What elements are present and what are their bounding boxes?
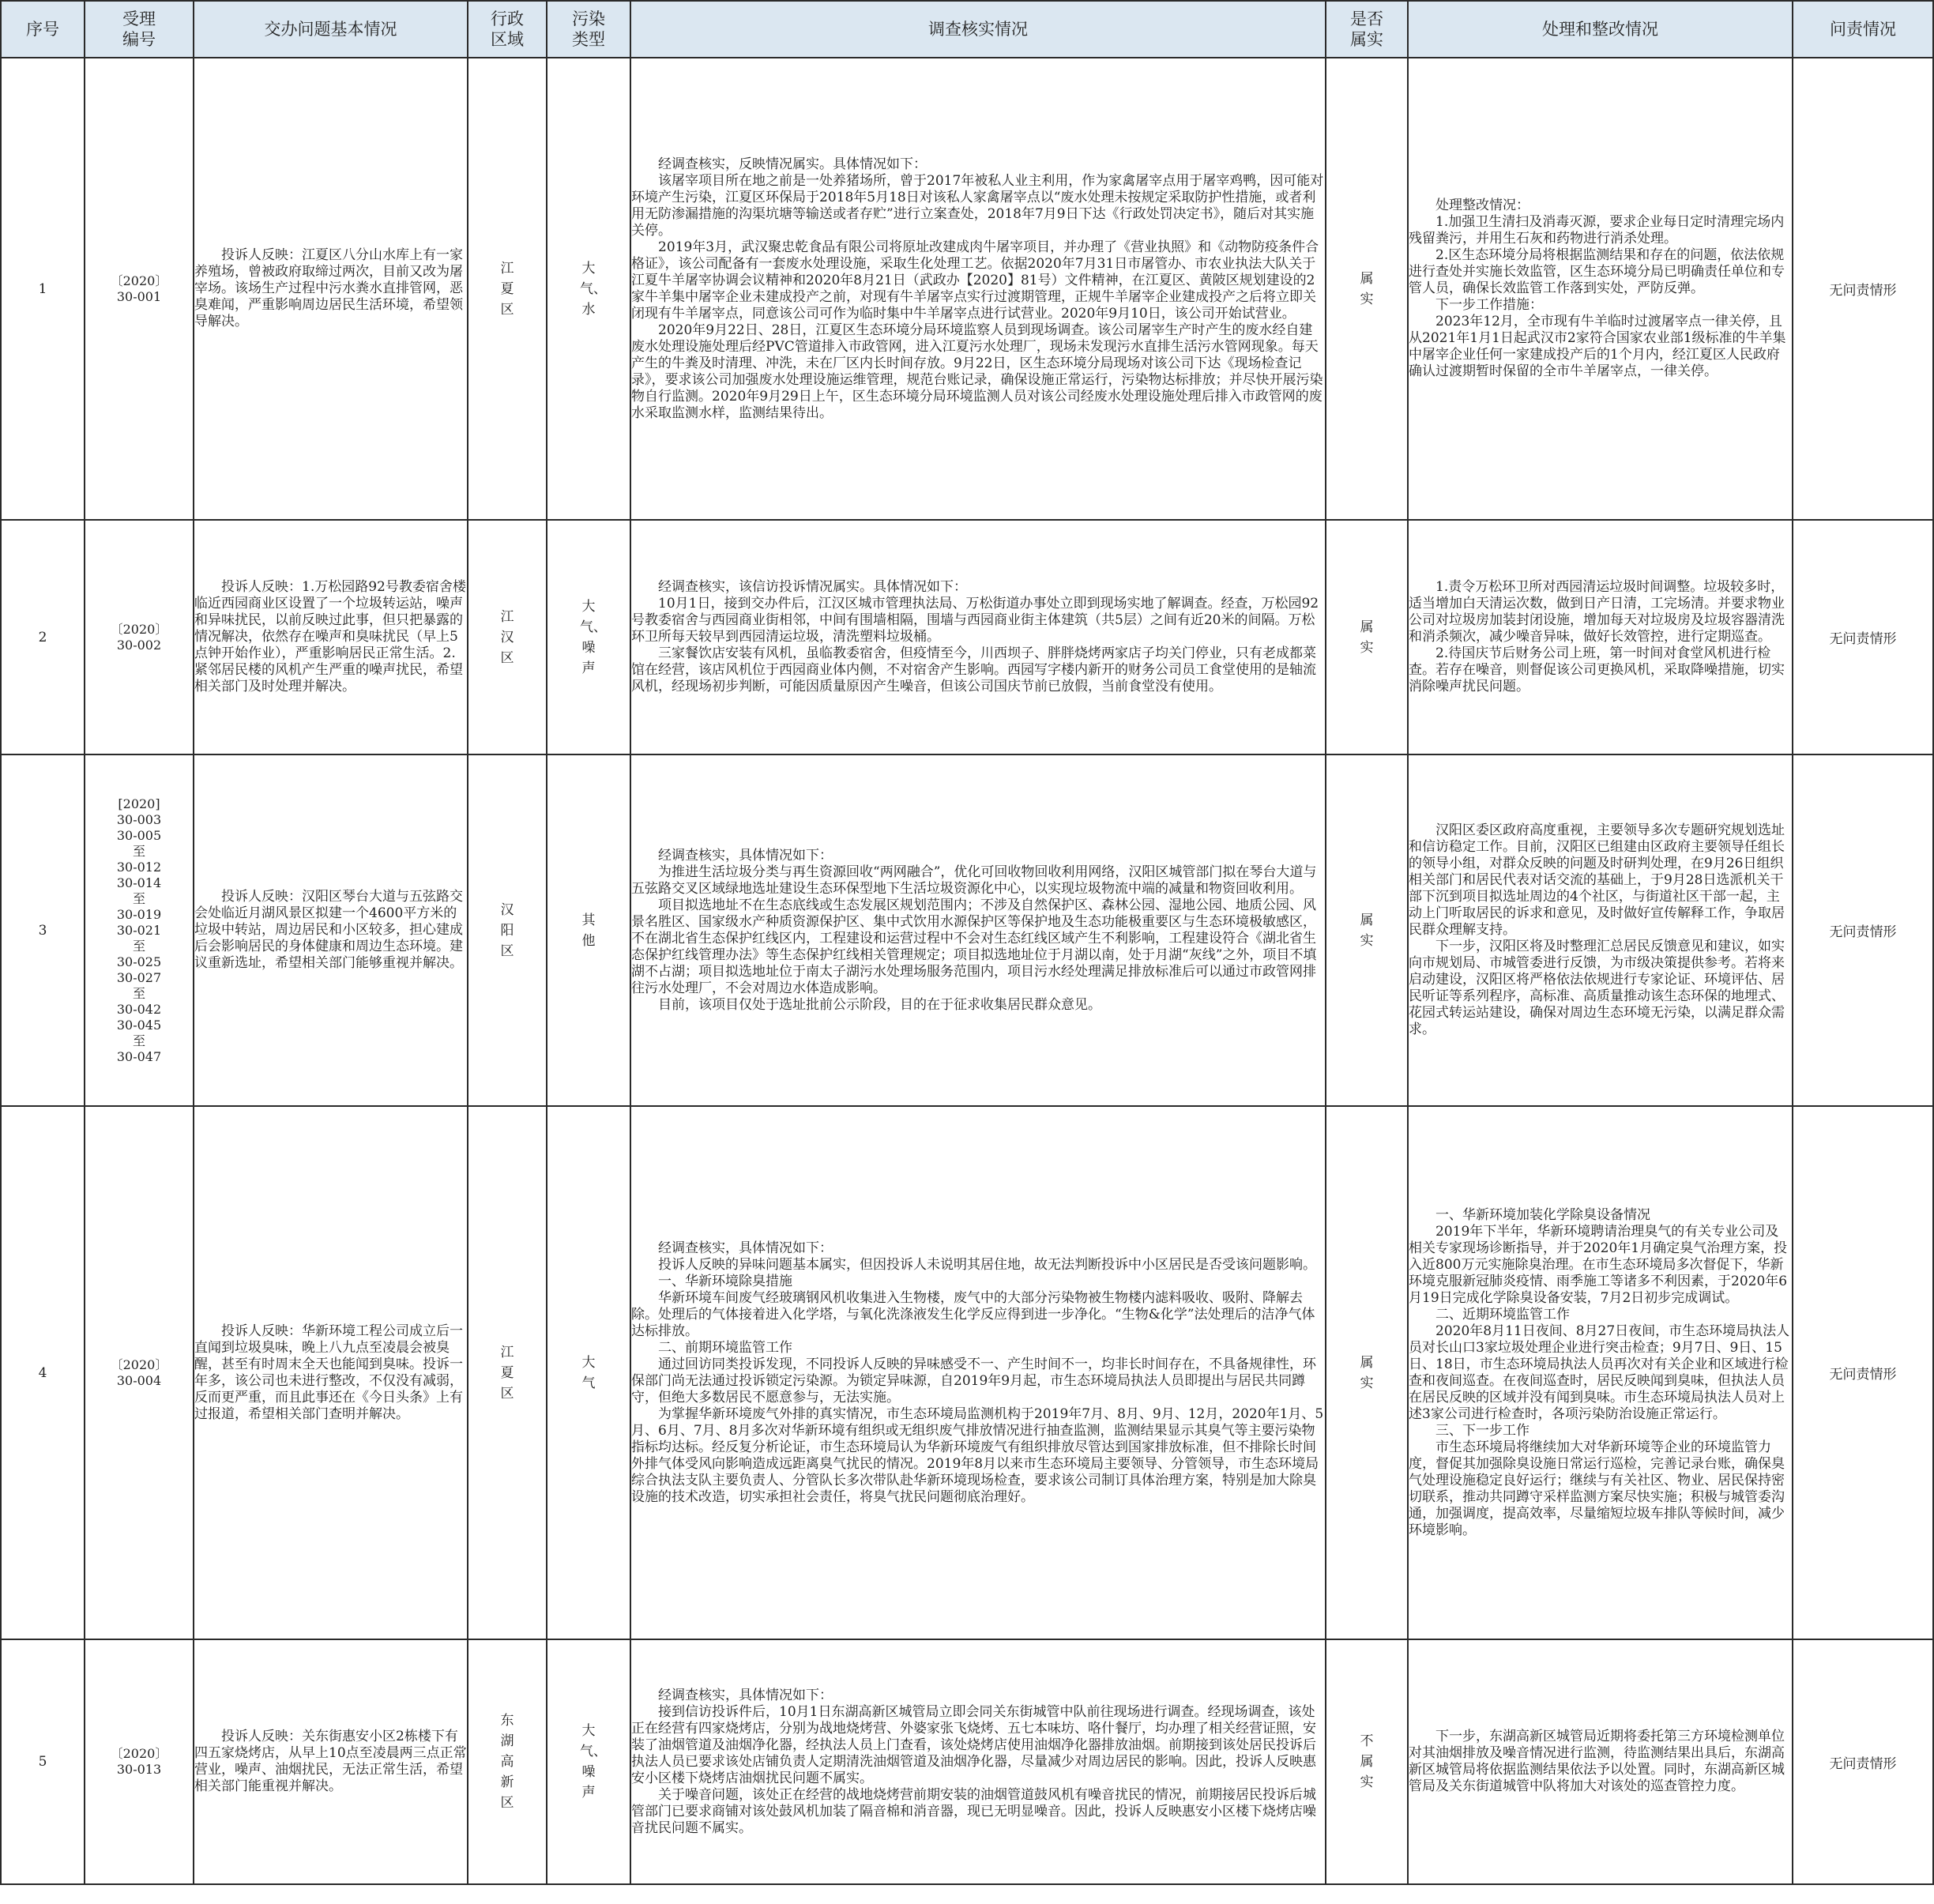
cell-problem: 投诉人反映：关东街惠安小区2栋楼下有四五家烧烤店，从早上10点至凌晨两三点正常营业，噪声、油烟扰民，无法正常生活，希望相关部门能重视并解决。: [194, 1639, 468, 1884]
cell-accountability: 无问责情形: [1793, 754, 1933, 1106]
cell-verified: 不属实: [1360, 1733, 1374, 1790]
cell-district: 江汉区: [500, 608, 514, 666]
header-district: 行政 区域: [468, 1, 547, 58]
cell-pollution-type: 大气、噪声: [580, 598, 607, 676]
cell-acceptance-no: 〔2020〕 30-004: [85, 1106, 194, 1639]
cell-acceptance-no: [2020] 30-003 30-005 至 30-012 30-014 至 30-019 30-021 至 30-025 30-027 至 30-042 30-045 至 30-047: [85, 754, 194, 1106]
cell-handling: 汉阳区委区政府高度重视，主要领导多次专题研究规划选址和信访稳定工作。目前，汉阳区已组建由区政府主要领导任组长的领导小组，对群众反映的问题及时研判处理，在9月26日组织相关部门和居民代表对话交流的基础上，于9月28日选派机关干部下沉到项目拟选址周边的4个社区，与街道社区干部一起，主动上门听取居民的诉求和意见，及时做好宣传解释工作，争取居民群众理解支持。 下一步，汉阳区将及时整理汇总居民反馈意见和建议，如实向市规划局、市城管委进行反馈，为市级决策提供参考。若将来启动建设，汉阳区将严格依法依规进行专家论证、环境评估、居民听证等系列程序，高标准、高质量推动该生态环保的地埋式、花园式转运站建设，确保对周边生态环境无污染，以满足群众需求。: [1408, 754, 1793, 1106]
cell-investigation: 经调查核实，具体情况如下： 接到信访投诉件后，10月1日东湖高新区城管局立即会同关东街城管中队前往现场进行调查。经现场调查，该处正在经营有四家烧烤店，分别为战地烧烤营、外婆家张飞烧烤、五七本味坊、咯什餐厅，均办理了相关经营证照，安装了油烟管道及油烟净化器，经执法人员上门查看，该处烧烤店使用油烟净化器排放油烟。前期接到该处居民投诉后执法人员已要求该处店铺负责人定期清洗油烟管道及油烟净化器，尽量减少对周边居民的影响。因此，投诉人反映惠安小区楼下烧烤店油烟扰民问题不属实。 关于噪音问题，该处正在经营的战地烧烤营前期安装的油烟管道鼓风机有噪音扰民的情况，前期接居民投诉后城管部门已要求商铺对该处鼓风机加装了隔音棉和消音器，现已无明显噪音。因此，投诉人反映惠安小区楼下烧烤店噪音扰民问题不属实。: [630, 1639, 1326, 1884]
cell-verified: 属实: [1360, 619, 1374, 656]
cell-district: 东湖高新区: [500, 1713, 514, 1811]
header-pollution-type: 污染 类型: [547, 1, 630, 58]
cell-pollution-type: 大气: [581, 1354, 596, 1391]
cell-seq: 5: [1, 1639, 85, 1884]
cell-district: 汉阳区: [500, 901, 514, 959]
header-investigation: 调查核实情况: [630, 1, 1326, 58]
cell-seq: 3: [1, 754, 85, 1106]
header-row: [1, 1, 1933, 58]
cell-seq: 1: [1, 58, 85, 520]
cell-accountability: 无问责情形: [1793, 1639, 1933, 1884]
table-row: [1, 58, 1933, 520]
header-verified: 是否 属实: [1326, 1, 1408, 58]
cell-accountability: 无问责情形: [1793, 1106, 1933, 1639]
table-row: [1, 1106, 1933, 1639]
cell-investigation: 经调查核实，反映情况属实。具体情况如下： 该屠宰项目所在地之前是一处养猪场所，曾于2017年被私人业主利用，作为家禽屠宰点用于屠宰鸡鸭，因可能对环境产生污染，江夏区环保局于2018年5月18日对该私人家禽屠宰点以“废水处理未按规定采取防护性措施，或者利用无防渗漏措施的沟渠坑塘等输送或者存贮”进行立案查处，2018年7月9日下达《行政处罚决定书》，随后对其实施关停。 2019年3月，武汉聚忠乾食品有限公司将原址改建成肉牛屠宰项目，并办理了《营业执照》和《动物防疫条件合格证》，该公司配备有一套废水处理设施，采取生化处理工艺。依据2020年7月31日市屠管办、市农业执法大队关于江夏牛羊屠宰协调会议精神和2020年8月21日（武政办【2020】81号）文件精神，在江夏区、黄陂区规划建设的2家牛羊集中屠宰企业未建成投产之前，对现有牛羊屠宰点实行过渡期管理，正规牛羊屠宰企业建成投产之后将立即关闭现有牛羊屠宰点，同意该公司可作为临时集中牛羊屠宰点进行试营业。2020年9月10日，该公司开始试营业。 2020年9月22日、28日，江夏区生态环境分局环境监察人员到现场调查。该公司屠宰生产时产生的废水经自建废水处理设施处理后经PVC管道排入市政管网，进入江夏污水处理厂，现场未发现污水直排生活污水管网现象。每天产生的牛粪及时清理、冲洗，未在厂区内长时间存放。9月22日，区生态环境分局现场对该公司下达《现场检查记录》，要求该公司加强废水处理设施运维管理，规范台账记录，确保设施正常运行，污染物达标排放；并尽快开展污染物自行监测。2020年9月29日上午，区生态环境分局环境监测人员对该公司经废水处理设施处理后排入市政管网的废水采取监测水样，监测结果待出。: [630, 58, 1326, 520]
header-problem: 交办问题基本情况: [194, 1, 468, 58]
cell-accountability: 无问责情形: [1793, 520, 1933, 754]
cell-accountability: 无问责情形: [1793, 58, 1933, 520]
cell-handling: 处理整改情况： 1.加强卫生清扫及消毒灭源，要求企业每日定时清理完场内残留粪污，并用生石灰和药物进行消杀处理。 2.区生态环境分局将根据监测结果和存在的问题，依法依规进行查处并实施长效监管，区生态环境分局已明确责任单位和专管人员，确保长效监管工作落到实处，严防反弹。 下一步工作措施： 2023年12月，全市现有牛羊临时过渡屠宰点一律关停，且从2021年1月1日起武汉市2家符合国家农业部1级标准的牛羊集中屠宰企业任何一家建成投产后的1个月内，经江夏区人民政府确认过渡期暂时保留的全市牛羊屠宰点，一律关停。: [1408, 58, 1793, 520]
cell-pollution-type: 大气、噪声: [580, 1723, 607, 1801]
table-row: [1, 754, 1933, 1106]
cell-problem: 投诉人反映：1.万松园路92号教委宿舍楼临近西园商业区设置了一个垃圾转运站，噪声和异味扰民，以前反映过此事，但只把暴露的情况解决，依然存在噪声和臭味扰民（早上5点钟开始作业），严重影响居民正常生活。2.紧邻居民楼的风机产生严重的噪声扰民，希望相关部门及时处理并解决。: [194, 520, 468, 754]
cell-verified: 属实: [1360, 1354, 1374, 1391]
cell-problem: 投诉人反映：汉阳区琴台大道与五弦路交会处临近月湖风景区拟建一个4600平方米的垃圾中转站，周边居民和小区较多，担心建成后会影响居民的身体健康和周边生态环境。建议重新选址，希望相关部门能够重视并解决。: [194, 754, 468, 1106]
cell-seq: 2: [1, 520, 85, 754]
cell-investigation: 经调查核实，具体情况如下： 投诉人反映的异味问题基本属实，但因投诉人未说明其居住地，故无法判断投诉中小区居民是否受该问题影响。 一、华新环境除臭措施 华新环境车间废气经玻璃钢风机收集进入生物楼，废气中的大部分污染物被生物楼内滤料吸收、吸附、降解去除。处理后的气体接着进入化学塔，与氧化洗涤液发生化学反应得到进一步净化。“生物&化学”法处理后的洁净气体达标排放。 二、前期环境监管工作 通过回访同类投诉发现，不同投诉人反映的异味感受不一、产生时间不一，均非长时间存在，不具备规律性，环保部门尚无法通过投诉锁定污染源。为锁定异味源，自2019年9月起，市生态环境局执法人员即提出与居民共同蹲守，但绝大多数居民不愿意参与，无法实施。 为掌握华新环境废气外排的真实情况，市生态环境局监测机构于2019年7月、8月、9月、12月，2020年1月、5月、6月、7月、8月多次对华新环境有组织或无组织废气排放情况进行抽查监测，监测结果显示其臭气等主要污染物指标均达标。经反复分析论证，市生态环境局认为华新环境废气有组织排放尽管达到国家排放标准，但不排除长时间外排气体受风向影响造成远距离臭气扰民的情况。2019年8月以来市生态环境局主要领导、分管领导，市生态环境局综合执法支队主要负责人、分管队长多次带队赴华新环境现场检查，要求该公司制订具体治理方案，特别是加大除臭设施的技术改造，切实承担社会责任，将臭气扰民问题彻底治理好。: [630, 1106, 1326, 1639]
cell-acceptance-no: 〔2020〕 30-002: [85, 520, 194, 754]
cell-acceptance-no: 〔2020〕 30-013: [85, 1639, 194, 1884]
cell-handling: 一、华新环境加装化学除臭设备情况 2019年下半年，华新环境聘请治理臭气的有关专业公司及相关专家现场诊断指导，并于2020年1月确定臭气治理方案，投入近800万元实施除臭治理。在市生态环境局多次督促下，华新环境克服新冠肺炎疫情、雨季施工等诸多不利因素，于2020年6月19日完成化学除臭设备安装，7月2日初步完成调试。 二、近期环境监管工作 2020年8月11日夜间、8月27日夜间，市生态环境局执法人员对长山口3家垃圾处理企业进行突击检查；9月7日、9日、15日、18日，市生态环境局执法人员再次对有关企业和区域进行检查和夜间巡查。在夜间巡查时，居民反映闻到臭味，但执法人员在居民反映的区域并没有闻到臭味。市生态环境局执法人员对上述3家公司进行检查时，各项污染防治设施正常运行。 三、下一步工作 市生态环境局将继续加大对华新环境等企业的环境监管力度，督促其加强除臭设施日常运行巡检，完善记录台账，确保臭气处理设施稳定良好运行；继续与有关社区、物业、居民保持密切联系，推动共同蹲守采样监测方案尽快实施；积极与城管委沟通，加强调度，提高效率，尽量缩短垃圾车排队等候时间，减少环境影响。: [1408, 1106, 1793, 1639]
cell-acceptance-no: 〔2020〕 30-001: [85, 58, 194, 520]
cell-district: 江夏区: [500, 260, 514, 318]
cell-seq: 4: [1, 1106, 85, 1639]
cell-district: 江夏区: [500, 1344, 514, 1402]
cell-investigation: 经调查核实，该信访投诉情况属实。具体情况如下： 10月1日，接到交办件后，江汉区城市管理执法局、万松街道办事处立即到现场实地了解调查。经查，万松园92号教委宿舍与西园商业街相邻，中间有围墙相隔，围墙与西园商业街主体建筑（共5层）之间有近20米的间隔。万松环卫所每天较早到西园清运垃圾，清洗塑料垃圾桶。 三家餐饮店安装有风机，虽临教委宿舍，但疫情至今，川西坝子、胖胖烧烤两家店子均关门停业，只有老成都菜馆在经营，该店风机位于西园商业体内侧，不对宿舍产生影响。西园写字楼内新开的财务公司员工食堂使用的是轴流风机，经现场初步判断，可能因质量原因产生噪音，但该公司国庆节前已放假，当前食堂没有使用。: [630, 520, 1326, 754]
cell-pollution-type: 其他: [581, 912, 596, 949]
cell-investigation: 经调查核实，具体情况如下： 为推进生活垃圾分类与再生资源回收“两网融合”，优化可回收物回收利用网络，汉阳区城管部门拟在琴台大道与五弦路交叉区域绿地选址建设生态环保型地下生活垃圾资源化中心，以实现垃圾物流中端的减量和物资回收利用。 项目拟选地址不在生态底线或生态发展区规划范围内；不涉及自然保护区、森林公园、湿地公园、地质公园、风景名胜区、国家级水产种质资源保护区、集中式饮用水源保护区等保护地及生态功能极重要区与生态环境极敏感区，不在湖北省生态保护红线区内，工程建设和运营过程中不会对生态红线区域产生不利影响，工程建设符合《湖北省生态保护红线管理办法》等生态保护红线相关管理规定；项目拟选地址位于月湖以南，处于月湖“灰线”之外，项目不填湖不占湖；项目拟选地址位于南太子湖污水处理场服务范围内，项目污水经处理满足排放标准后可以通过市政管网排往污水处理厂，不会对周边水体造成影响。 目前，该项目仅处于选址批前公示阶段，目的在于征求收集居民群众意见。: [630, 754, 1326, 1106]
table-row: [1, 1639, 1933, 1884]
header-handling: 处理和整改情况: [1408, 1, 1793, 58]
cell-pollution-type: 大气、水: [580, 260, 607, 318]
header-seq: 序号: [1, 1, 85, 58]
header-accountability: 问责情况: [1793, 1, 1933, 58]
cell-problem: 投诉人反映：江夏区八分山水库上有一家养殖场，曾被政府取缔过两次，目前又改为屠宰场。该场生产过程中污水粪水直排管网，恶臭难闻，严重影响周边居民生活环境，希望领导解决。: [194, 58, 468, 520]
table-row: [1, 520, 1933, 754]
cell-handling: 1.责令万松环卫所对西园清运垃圾时间调整。垃圾较多时，适当增加白天清运次数，做到日产日清，工完场清。并要求物业公司对垃圾房加装封闭设施，增加每天对垃圾房及垃圾容器清洗和消杀频次，减少噪音异味，做好长效管控，进行定期巡查。 2.待国庆节后财务公司上班，第一时间对食堂风机进行检查。若存在噪音，则督促该公司更换风机，采取降噪措施，切实消除噪声扰民问题。: [1408, 520, 1793, 754]
cell-handling: 下一步，东湖高新区城管局近期将委托第三方环境检测单位对其油烟排放及噪音情况进行监测，待监测结果出具后，东湖高新区城管局将依据监测结果依法予以处置。同时，东湖高新区城管局及关东街道城管中队将加大对该处的巡查管控力度。: [1408, 1639, 1793, 1884]
cell-verified: 属实: [1360, 270, 1374, 307]
cell-verified: 属实: [1360, 912, 1374, 949]
cell-problem: 投诉人反映：华新环境工程公司成立后一直闻到垃圾臭味，晚上八九点至凌晨会被臭醒，甚至有时周末全天也能闻到臭味。投诉一年多，该公司也未进行整改，不仅没有减弱，反而更严重，而且此事还在《今日头条》上有过报道，希望相关部门查明并解决。: [194, 1106, 468, 1639]
header-acceptance-no: 受理 编号: [85, 1, 194, 58]
